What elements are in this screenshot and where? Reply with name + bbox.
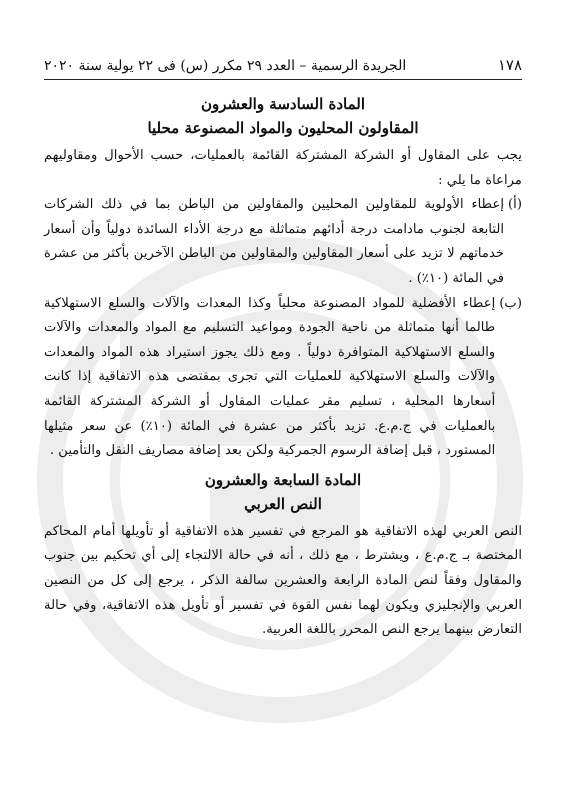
document-page: [44, 56, 522, 643]
article-26-subheading: المقاولون المحليون والمواد المصنوعة محليا: [147, 119, 419, 137]
article-26-heading: المادة السادسة والعشرون: [200, 95, 366, 113]
page-number: ١٧٨: [497, 56, 522, 74]
article-27-text: النص العربي لهذه الاتفاقية هو المرجع في تفسير هذه الاتفاقية أو تأويلها أمام المحاكم المختصة بـ ج.م.ع ، ويشترط ، مع ذلك ، أنه في حالة الالتجاء إلى أي تحكيم بين جنوب والمقاول وفقاً لنص المادة الرابعة والعشرين سالفة الذكر ، يرجع إلى كل من النصين العربي والإنجليزي ويكون لهما نفس القوة في تفسير أو تأويل هذه الاتفاقية، وفي حالة التعارض بينهما يرجع النص المحرر باللغة العربية.: [44, 523, 522, 638]
item-text: إعطاء الأفضلية للمواد المصنوعة محلياً وكذا المعدات والآلات والسلع الاستهلاكية طالما أنها متماثلة من ناحية الجودة ومواعيد التسليم مع المواد والمعدات والآلات والسلع الاستهلاكية المتوافرة دولياً . ومع ذلك يجوز استيراد هذه المواد والمعدات والآلات والسلع الاستهلاكية للعمليات التي تجرى بمقتضى هذه الاتفاقية إذا كانت أسعارها المحلية ، تسليم مقر عمليات المقاول أو الشركة المشتركة القائمة بالعمليات في ج.م.ع. تزيد بأكثر من عشرة في المائة (١٠٪) عن سعر مثيلها المستورد ، قبل إضافة الرسوم الجمركية ولكن بعد إضافة مصاريف النقل والتأمين .: [44, 295, 496, 459]
article-26-item-a: [44, 193, 522, 291]
gazette-title: الجريدة الرسمية – العدد ٢٩ مكرر (س) فى ٢٢ يولية سنة ٢٠٢٠: [44, 58, 407, 74]
item-label: (أ): [508, 197, 522, 213]
article-26-intro: يجب على المقاول أو الشركة المشتركة القائمة بالعمليات، حسب الأحوال ومقاوليهم مراعاة ما يلي :: [44, 148, 522, 188]
article-27-heading: المادة السابعة والعشرون: [204, 470, 362, 489]
article-26-item-b: [44, 292, 522, 464]
article-26: [44, 92, 522, 464]
article-27: [44, 468, 522, 643]
item-label: (ب): [499, 295, 522, 311]
article-27-subheading: النص العربي: [244, 494, 322, 513]
item-text: إعطاء الأولوية للمقاولين المحليين والمقاولين من الباطن بما في ذلك الشركات التابعة لجنوب مادامت درجة أدائهم متماثلة مع درجة الأداء السائدة دولياً وأن أسعار خدماتهم لا تزيد على أسعار المقاولين والمقاولين من الباطن الآخرين بأكثر من عشرة في المائة (١٠٪) .: [44, 197, 505, 286]
page-header: [44, 56, 522, 80]
